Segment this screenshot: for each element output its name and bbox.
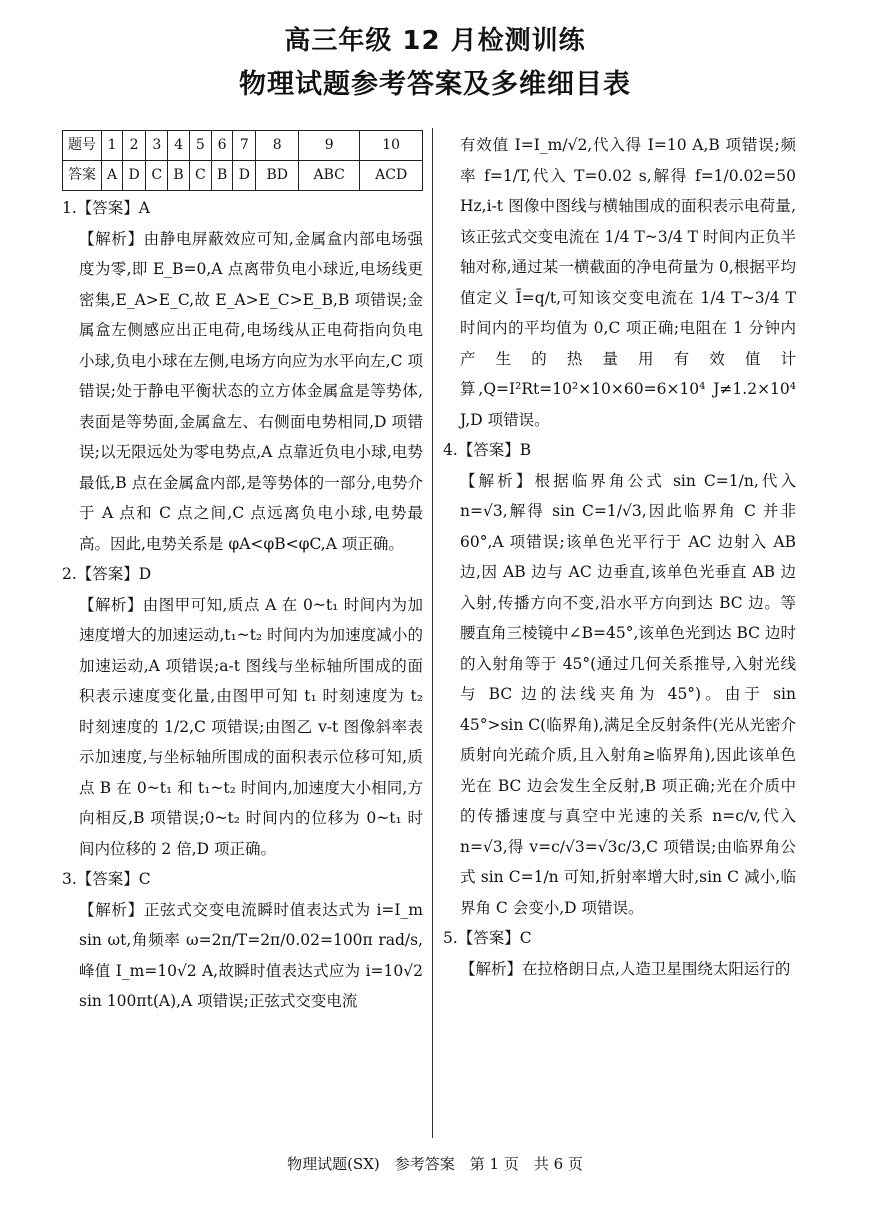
question-number: 6 (211, 131, 232, 161)
answer-cell: ABC (299, 161, 360, 191)
answer-heading: 2.【答案】D (62, 565, 152, 583)
answer-table-answer-row (63, 161, 423, 191)
column-divider (432, 128, 433, 1138)
explanation-paragraph: 有效值 I=I_m/√2,代入得 I=10 A,B 项错误;频率 f=1/T,代入 T=0.02 s,解得 f=1/0.02=50 Hz,i-t 图像中图线与横轴围成的面积表示电荷量,该正弦式交变电流在 1/4 T~3/4 T 时间内正负半轴对称,通过某一横截面的净电荷量为 0,根据平均值定义 Ī=q/t,可知该交变电流在 1/4 T~3/4 T 时间内的平均值为 0,C 项正确;电阻在 1 分钟内产生的热量用有效值计算,Q=I²Rt=10²×10×60=6×10⁴ J≠1.2×10⁴ J,D 项错误。 (460, 136, 796, 429)
question-number: 3 (146, 131, 168, 161)
answer-cell: D (123, 161, 146, 191)
answer-heading: 4.【答案】B (443, 441, 532, 459)
answer-cell: B (168, 161, 189, 191)
question-number: 10 (360, 131, 423, 161)
answer-cell: BD (256, 161, 299, 191)
answer-cell: D (233, 161, 256, 191)
question-number: 2 (123, 131, 146, 161)
explanation-paragraph: 【解析】根据临界角公式 sin C=1/n,代入 n=√3,解得 sin C=1/√3,因此临界角 C 并非 60°,A 项错误;该单色光平行于 AC 边射入 AB 边,因 AB 边与 AC 边垂直,该单色光垂直 AB 边入射,传播方向不变,沿水平方向到达 BC 边。等腰直角三棱镜中∠B=45°,该单色光到达 BC 边时的入射角等于 45°(通过几何关系推导,入射光线与 BC 边的法线夹角为 45°)。由于 sin 45°>sin C(临界角),满足全反射条件(光从光密介质射向光疏介质,且入射角≥临界角),因此该单色光在 BC 边会发生全反射,B 项正确;光在介质中的传播速度与真空中光速的关系 n=c/v,代入 n=√3,得 v=c/√3=√3c/3,C 项错误;由临界角公式 sin C=1/n 可知,折射率增大时,sin C 减小,临界角 C 会变小,D 项错误。 (460, 471, 796, 917)
answer-heading: 5.【答案】C (443, 929, 532, 947)
answer-heading: 3.【答案】C (62, 870, 151, 888)
page-title: 高三年级 12 月检测训练 (284, 26, 586, 56)
question-number: 1 (102, 131, 123, 161)
answer-heading: 1.【答案】A (62, 199, 150, 217)
explanation-paragraph: 【解析】由静电屏蔽效应可知,金属盒内部电场强度为零,即 E_B=0,A 点离带负电小球近,电场线更密集,E_A>E_C,故 E_A>E_C>E_B,B 项错误;金属盒左侧感应出正电荷,电场线从正电荷指向负电小球,负电小球在左侧,电场方向应为水平向左,C 项错误;处于静电平衡状态的立方体金属盒是等势体,表面是等势面,金属盒左、右侧面电势相同,D 项错误;以无限远处为零电势点,A 点靠近负电小球,电势最低,B 点在金属盒内部,是等势体的一部分,电势介于 A 点和 C 点之间,C 点远离负电小球,电势最高。因此,电势关系是 φA<φB<φC,A 项正确。 (79, 229, 423, 553)
explanation-paragraph: 【解析】在拉格朗日点,人造卫星围绕太阳运行的 (460, 959, 791, 978)
right-column (443, 130, 796, 984)
answer-table-number-row (63, 131, 423, 161)
page-subtitle: 物理试题参考答案及多维细目表 (239, 69, 631, 100)
answer-cell: A (102, 161, 123, 191)
row-label-answer: 答案 (63, 161, 102, 191)
explanation-paragraph: 【解析】正弦式交变电流瞬时值表达式为 i=I_m sin ωt,角频率 ω=2π/T=2π/0.02=100π rad/s,峰值 I_m=10√2 A,故瞬时值表达式应为 i=10√2 sin 100πt(A),A 项错误;正弦式交变电流 (79, 900, 423, 1010)
answer-cell: C (146, 161, 168, 191)
answer-cell: B (211, 161, 232, 191)
answer-cell: ACD (360, 161, 423, 191)
question-number: 5 (189, 131, 211, 161)
left-column (62, 130, 423, 1017)
explanation-paragraph: 【解析】由图甲可知,质点 A 在 0~t₁ 时间内为加速度增大的加速运动,t₁~t₂ 时间内为加速度减小的加速运动,A 项错误;a-t 图线与坐标轴所围成的面积表示速度变化量,由图甲可知 t₁ 时刻速度为 t₂ 时刻速度的 1/2,C 项错误;由图乙 v-t 图像斜率表示加速度,与坐标轴所围成的面积表示位移可知,质点 B 在 0~t₁ 和 t₁~t₂ 时间内,加速度大小相同,方向相反,B 项错误;0~t₂ 时间内的位移为 0~t₁ 时间内位移的 2 倍,D 项正确。 (79, 595, 423, 858)
question-number: 7 (233, 131, 256, 161)
question-number: 9 (299, 131, 360, 161)
question-number: 8 (256, 131, 299, 161)
left-paragraphs (62, 193, 423, 1017)
answer-cell: C (189, 161, 211, 191)
row-label-number: 题号 (63, 131, 102, 161)
answer-table (62, 130, 423, 191)
right-paragraphs (443, 130, 796, 984)
page-footer: 物理试题(SX) 参考答案 第 1 页 共 6 页 (287, 1155, 583, 1173)
question-number: 4 (168, 131, 189, 161)
